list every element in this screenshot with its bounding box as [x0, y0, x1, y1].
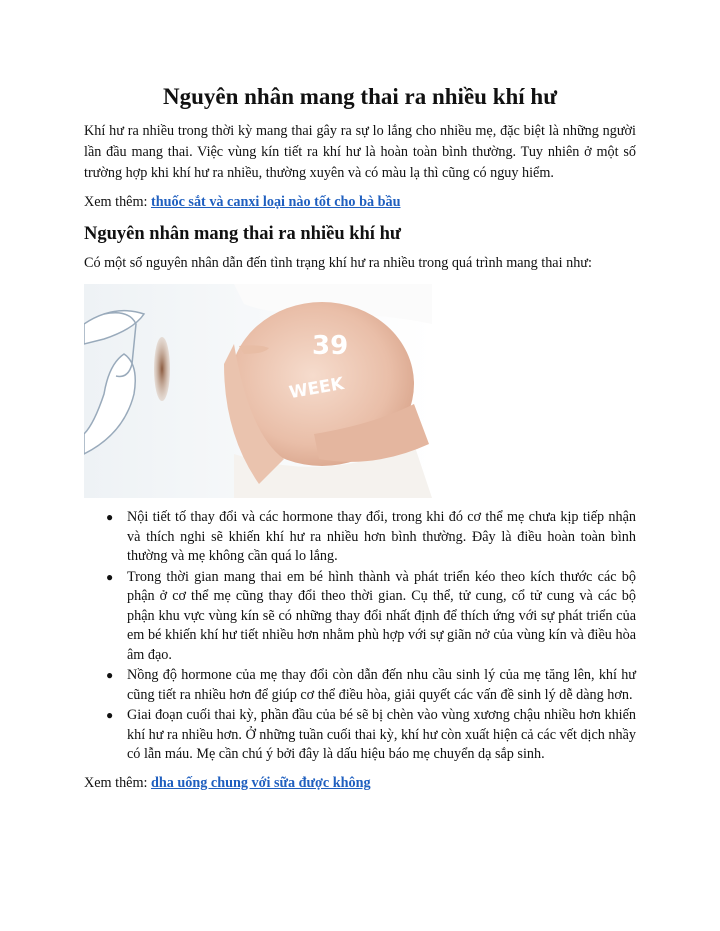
- section-heading: Nguyên nhân mang thai ra nhiều khí hư: [84, 224, 401, 244]
- causes-list: [84, 508, 636, 765]
- see-also-prefix: Xem thêm:: [84, 774, 151, 791]
- see-also-link-dha-milk[interactable]: dha uống chung với sữa được không: [150, 774, 371, 791]
- belly-number: 39: [312, 331, 349, 361]
- see-also-1: [84, 192, 636, 213]
- bullet-icon: ●: [106, 668, 114, 682]
- belly-week: WEEK: [287, 373, 346, 404]
- see-also-prefix: Xem thêm:: [84, 194, 151, 210]
- list-item: [84, 568, 636, 666]
- pregnancy-illustration: [84, 284, 432, 498]
- list-item: [84, 706, 636, 765]
- list-item: [84, 666, 636, 705]
- document-page: [84, 82, 636, 794]
- bullet-icon: ●: [106, 569, 114, 584]
- see-also-2: [84, 773, 636, 794]
- see-also-link-iron-calcium[interactable]: thuốc sắt và canxi loại nào tốt cho bà bầu: [150, 194, 401, 210]
- list-item-text: Giai đoạn cuối thai kỳ, phần đầu của bé sẽ bị chèn vào vùng xương chậu nhiều hơn khiến khí hư ra nhiều hơn. Ở những tuần cuối thai kỳ, khí hư còn xuất hiện cả các vết dịch nhầy có lẫn máu. Mẹ cần chú ý bởi đây là dấu hiệu báo mẹ chuyển dạ sắp sinh.: [127, 707, 636, 762]
- bullet-icon: ●: [106, 708, 114, 722]
- bullet-icon: ●: [106, 510, 114, 524]
- list-item-text: Trong thời gian mang thai em bé hình thành và phát triển kéo theo kích thước các bộ phận ở cơ thể mẹ cũng thay đổi theo thời gian. Cụ thể, tử cung, cổ tử cung và các bộ phận khu vực vùng kín sẽ có những thay đổi nhất định để thích ứng với sự phát triển của em bé khiến khí hư tiết nhiều hơn nhằm phù hợp với sự giãn nở của vùng kín và điều hòa âm đạo.: [127, 568, 636, 663]
- section-lead: Có một số nguyên nhân dẫn đến tình trạng khí hư ra nhiều trong quá trình mang thai như:: [84, 255, 592, 271]
- intro-paragraph: Khí hư ra nhiều trong thời kỳ mang thai gây ra sự lo lắng cho nhiều mẹ, đặc biệt là những người lần đầu mang thai. Việc vùng kín tiết ra khí hư là hoàn toàn bình thường. Tuy nhiên ở một số trường hợp khi khí hư ra nhiều, thường xuyên và có màu lạ thì cũng có nguy hiểm.: [84, 123, 636, 181]
- list-item-text: Nồng độ hormone của mẹ thay đổi còn dẫn đến nhu cầu sinh lý của mẹ tăng lên, khí hư cũng tiết ra nhiều hơn để giúp cơ thể điều hòa, giải quyết các vấn đề sinh lý dễ dàng hơn.: [127, 667, 636, 703]
- list-item: [84, 508, 636, 567]
- page-title: Nguyên nhân mang thai ra nhiều khí hư: [162, 84, 558, 109]
- pregnancy-image: [84, 284, 432, 498]
- list-item-text: Nội tiết tố thay đổi và các hormone thay đổi, trong khi đó cơ thể mẹ chưa kịp tiếp nhận và thích nghi sẽ khiến khí hư ra nhiều hơn bình thường. Đây là điều hoàn toàn bình thường và mẹ không cần quá lo lắng.: [127, 509, 636, 564]
